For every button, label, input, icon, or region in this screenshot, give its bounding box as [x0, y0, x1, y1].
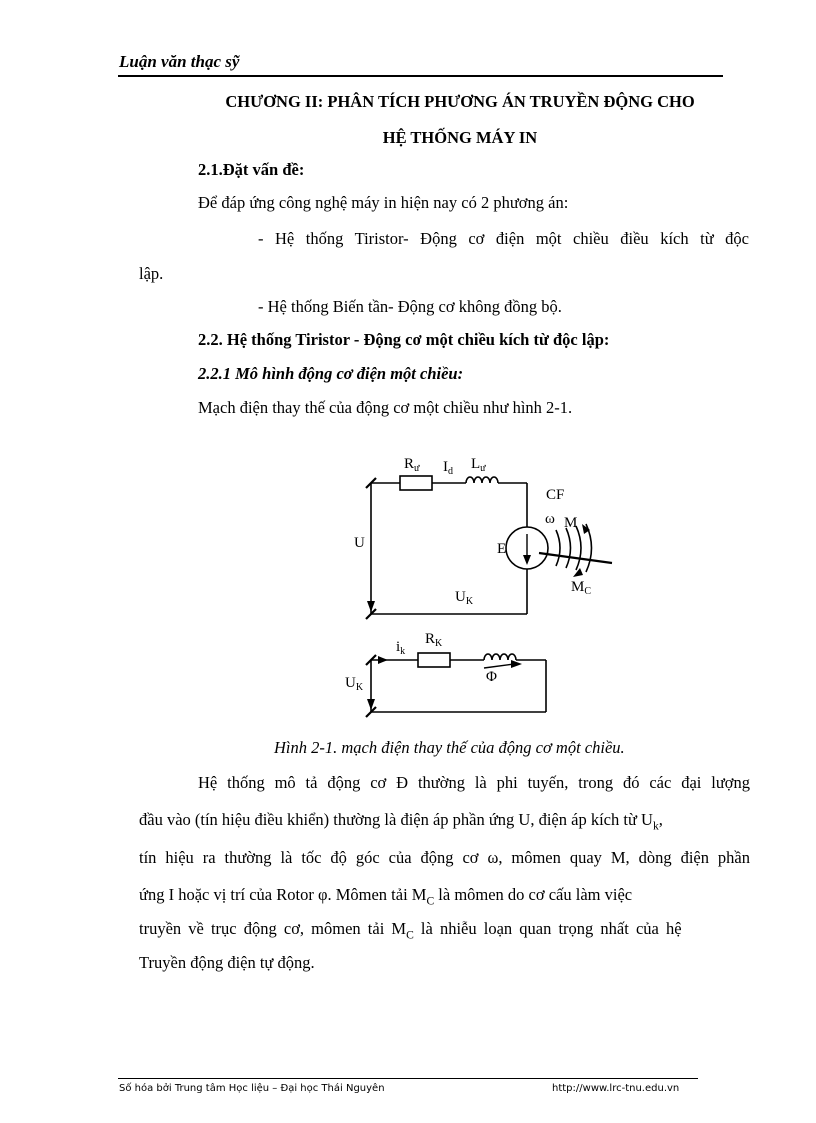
section-2-2-heading: 2.2. Hệ thống Tiristor - Động cơ một chiều kích từ độc lập: — [198, 330, 610, 349]
label-l-main: $L_ư$ — [471, 456, 486, 474]
header-title: Luận văn thạc sỹ — [119, 52, 240, 71]
footer-url[interactable]: http://www.lrc-tnu.edu.vn — [552, 1083, 680, 1094]
paragraph-line-1: Hệ thống mô tả động cơ Đ thường là phi tuyến, trong đó các đại lượng — [198, 773, 750, 792]
label-i-k: $i_k$ — [396, 639, 406, 657]
footer-rule — [118, 1078, 698, 1079]
label-i-d: $I_d$ — [443, 459, 453, 477]
option-2: - Hệ thống Biến tần- Động cơ không đồng bộ. — [258, 297, 562, 316]
paragraph-line-5: truyền về trục động cơ, mômen tải $M_C$ là nhiễu loạn quan trọng nhất của hệ — [139, 919, 682, 942]
label-omega: ω — [545, 511, 555, 527]
paragraph-line-4: ứng I hoặc vị trí của Rotor φ. Mômen tải $M_C$ là mômen do cơ cấu làm việc — [139, 885, 633, 908]
section-2-1-heading: 2.1.Đặt vấn đề: — [198, 160, 305, 179]
option-1-line2: lập. — [139, 264, 164, 283]
footer-left: Số hóa bởi Trung tâm Học liệu – Đại học Thái Nguyên — [119, 1083, 385, 1094]
label-u-k: $U_K$ — [455, 589, 474, 607]
paragraph-line-2: đầu vào (tín hiệu điều khiển) thường là điện áp phần ứng U, điện áp kích từ $U_k$, — [139, 810, 663, 833]
label-u: U — [354, 535, 365, 551]
label-e: E — [497, 541, 507, 557]
label-m: M — [564, 515, 578, 531]
label-u-k-field: $U_K$ — [345, 675, 364, 693]
section-2-1-intro: Để đáp ứng công nghệ máy in hiện nay có 2 phương án: — [198, 193, 569, 212]
figure-caption: Hình 2-1. mạch điện thay thế của động cơ một chiều. — [274, 738, 625, 757]
option-1-line1: - Hệ thống Tiristor- Động cơ điện một chiều điều kích từ độc — [258, 229, 749, 248]
paragraph-line-3: tín hiệu ra thường là tốc độ góc của động cơ ω, mômen quay M, dòng điện phần — [139, 848, 750, 867]
label-cf: CF — [546, 487, 565, 503]
chapter-title-line2: HỆ THỐNG MÁY IN — [382, 128, 538, 147]
label-m-c: $M_C$ — [571, 579, 592, 597]
section-2-2-1-heading: 2.2.1 Mô hình động cơ điện một chiều: — [198, 364, 464, 383]
label-r-main: $R_ư$ — [404, 456, 420, 474]
label-phi: Φ — [486, 669, 497, 685]
chapter-title-line1: CHƯƠNG II: PHÂN TÍCH PHƯƠNG ÁN TRUYỀN ĐỘNG CHO — [225, 92, 695, 111]
section-2-2-intro: Mạch điện thay thế của động cơ một chiều như hình 2-1. — [198, 398, 573, 417]
label-r-k: $R_K$ — [425, 631, 443, 649]
paragraph-line-6: Truyền động điện tự động. — [139, 953, 315, 972]
